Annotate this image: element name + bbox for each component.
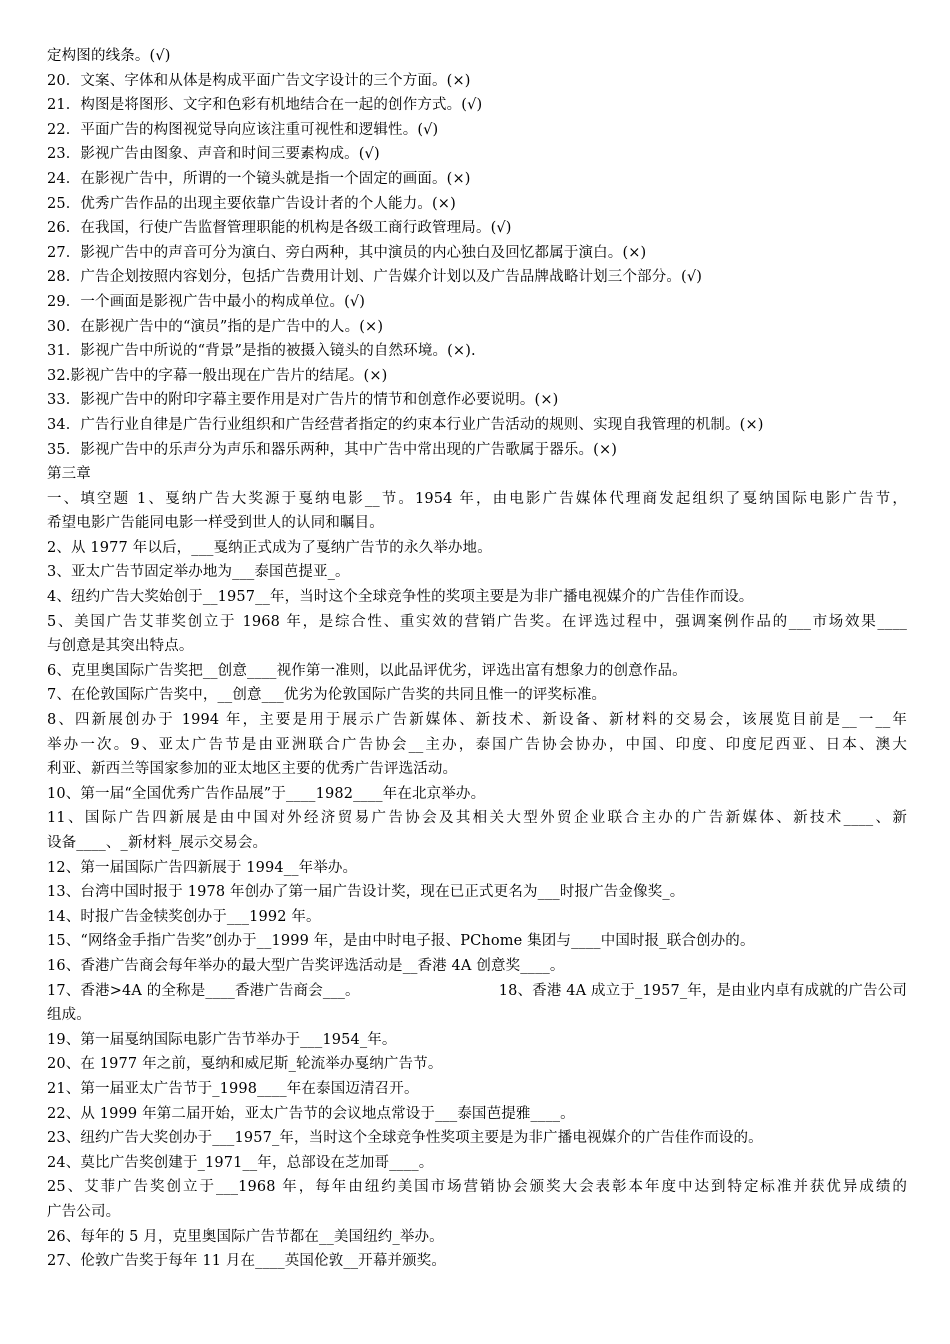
text-line: 8、四新展创办于 1994 年，主要是用于展示广告新媒体、新技术、新设备、新材料的交易会，该展览目前是__一__年 xyxy=(47,712,907,729)
text-line: 11、国际广告四新展是由中国对外经济贸易广告协会及其相关大型外贸企业联合主办的广告新媒体、新技术____、新 xyxy=(47,810,907,827)
text-line: 25．优秀广告作品的出现主要依靠广告设计者的个人能力。(×) xyxy=(47,195,456,212)
text-line: 5、美国广告艾菲奖创立于 1968 年，是综合性、重实效的营销广告奖。在评选过程中，强调案例作品的___市场效果____ xyxy=(47,613,907,630)
text-line: 4、纽约广告大奖始创于__1957__年，当时这个全球竞争性的奖项主要是为非广播电视媒介的广告佳作而设。 xyxy=(47,589,754,606)
text-line: 19、第一届戛纳国际电影广告节举办于___1954_年。 xyxy=(47,1031,397,1048)
text-line: 29．一个画面是影视广告中最小的构成单位。(√) xyxy=(47,293,366,310)
text-line: 30．在影视广告中的“演员”指的是广告中的人。(×) xyxy=(47,318,384,335)
text-line: 32.影视广告中的字幕一般出现在广告片的结尾。(×) xyxy=(47,367,388,384)
text-line: 34．广告行业自律是广告行业组织和广告经营者指定的约束本行业广告活动的规则、实现自我管理的机制。(×) xyxy=(47,416,764,433)
text-line: 3、亚太广告节固定举办地为___泰国芭提亚_。 xyxy=(47,564,350,581)
text-line: 26．在我国，行使广告监督管理职能的机构是各级工商行政管理局。(√) xyxy=(47,220,512,237)
text-line: 26、每年的 5 月，克里奥国际广告节都在__美国纽约_举办。 xyxy=(47,1228,444,1245)
text-line: 14、时报广告金犊奖创办于___1992 年。 xyxy=(47,908,321,925)
text-line: 定构图的线条。(√) xyxy=(47,48,171,64)
text-line: 广告公司。 xyxy=(47,1203,121,1220)
text-line: 与创意是其突出特点。 xyxy=(47,638,194,655)
text-line: 21．构图是将图形、文字和色彩有机地结合在一起的创作方式。(√) xyxy=(47,97,483,114)
text-line: 22．平面广告的构图视觉导向应该注重可视性和逻辑性。(√) xyxy=(47,121,439,138)
text-line: 28．广告企划按照内容划分，包括广告费用计划、广告媒介计划以及广告品牌战略计划三个部分。(√) xyxy=(47,269,703,286)
text-line: 16、香港广告商会每年举办的最大型广告奖评选活动是__香港 4A 创意奖____。 xyxy=(47,957,565,974)
text-line: 24、莫比广告奖创建于_1971__年，总部设在芝加哥____。 xyxy=(47,1154,434,1171)
text-line-right: 18、香港 4A 成立于_1957_年，是由业内卓有成就的广告公司 xyxy=(498,982,907,999)
text-line-left: 17、香港>4A 的全称是____香港广告商会___。 xyxy=(47,982,360,999)
text-line: 23、纽约广告大奖创办于___1957_年，当时这个全球竞争性奖项主要是为非广播电视媒介的广告佳作而设的。 xyxy=(47,1130,763,1147)
text-line: 27、伦敦广告奖于每年 11 月在____英国伦敦__开幕并颁奖。 xyxy=(47,1253,447,1270)
text-line: 23．影视广告由图象、声音和时间三要素构成。(√) xyxy=(47,146,380,163)
text-line: 22、从 1999 年第二届开始，亚太广告节的会议地点常设于___泰国芭提雅____。 xyxy=(47,1105,575,1122)
text-line: 举办一次。9、亚太广告节是由亚洲联合广告协会__主办，泰国广告协会协办，中国、印度、印度尼西亚、日本、澳大 xyxy=(47,736,907,753)
text-line: 35．影视广告中的乐声分为声乐和器乐两种，其中广告中常出现的广告歌属于器乐。(×) xyxy=(47,441,618,458)
document-page xyxy=(47,44,907,1274)
text-line: 20、在 1977 年之前，戛纳和威尼斯_轮流举办戛纳广告节。 xyxy=(47,1056,443,1073)
text-line: 13、台湾中国时报于 1978 年创办了第一届广告设计奖，现在已正式更名为___时报广告金像奖_。 xyxy=(47,884,685,901)
text-line: 21、第一届亚太广告节于_1998____年在泰国迈清召开。 xyxy=(47,1080,419,1097)
text-line: 组成。 xyxy=(47,1007,91,1024)
text-line: 设备____、_新材料_展示交易会。 xyxy=(47,835,268,851)
text-line: 希望电影广告能同电影一样受到世人的认同和瞩目。 xyxy=(47,515,384,532)
text-line: 10、第一届“全国优秀广告作品展”于____1982____年在北京举办。 xyxy=(47,785,486,802)
text-line: 7、在伦敦国际广告奖中，__创意___优劣为伦敦国际广告奖的共同且惟一的评奖标准。 xyxy=(47,687,607,704)
text-line: 27．影视广告中的声音可分为演白、旁白两种，其中演员的内心独白及回忆都属于演白。(×) xyxy=(47,244,647,261)
text-line: 6、克里奥国际广告奖把__创意____视作第一准则，以此品评优劣，评选出富有想象力的创意作品。 xyxy=(47,662,687,679)
text-line: 24．在影视广告中，所谓的一个镜头就是指一个固定的画面。(×) xyxy=(47,170,471,187)
text-line: 利亚、新西兰等国家参加的亚太地区主要的优秀广告评选活动。 xyxy=(47,761,458,778)
text-line: 2、从 1977 年以后，___戛纳正式成为了戛纳广告节的永久举办地。 xyxy=(47,539,492,556)
text-line: 31．影视广告中所说的“背景”是指的被摄入镜头的自然环境。(×). xyxy=(47,343,476,360)
text-line: 12、第一届国际广告四新展于 1994__年举办。 xyxy=(47,859,358,876)
text-line: 20．文案、字体和从体是构成平面广告文字设计的三个方面。(×) xyxy=(47,72,471,89)
text-line: 25、艾菲广告奖创立于___1968 年，每年由纽约美国市场营销协会颁奖大会表彰本年度中达到特定标准并获优异成绩的 xyxy=(47,1179,907,1196)
text-line: 33．影视广告中的附印字幕主要作用是对广告片的情节和创意作必要说明。(×) xyxy=(47,392,559,409)
split-text-line xyxy=(47,979,907,1004)
text-line: 一、填空题 1、戛纳广告大奖源于戛纳电影__节。1954 年，由电影广告媒体代理商发起组织了戛纳国际电影广告节， xyxy=(47,490,907,507)
chapter-heading: 第三章 xyxy=(47,466,91,483)
text-line: 15、“网络金手指广告奖”创办于__1999 年，是由中时电子报、PChome 集团与____中国时报_联合创办的。 xyxy=(47,933,755,950)
